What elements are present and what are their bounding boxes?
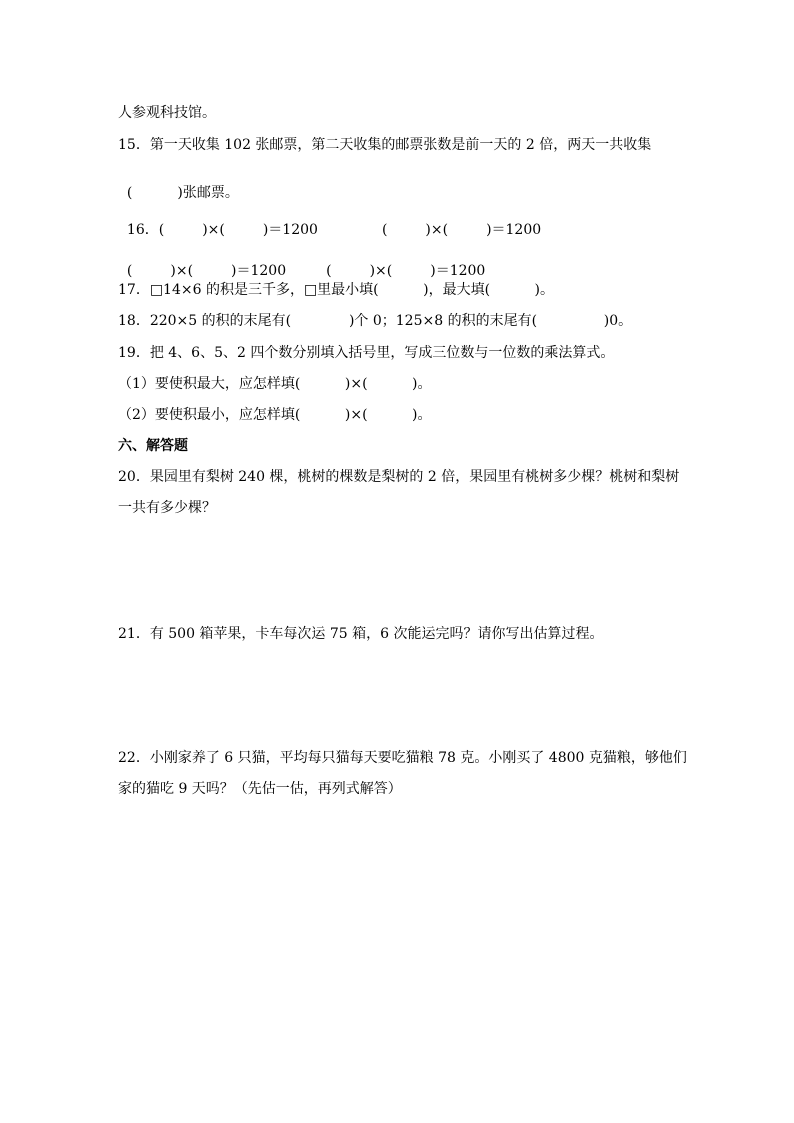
answer-blank-close: )张邮票。 <box>177 185 239 201</box>
question-19-part-1: （1）要使积最大，应怎样填( )×( )。 <box>118 376 432 392</box>
q16-multiply-2: )×( <box>425 222 449 238</box>
question-21-text: 21．有 500 箱苹果，卡车每次运 75 箱，6 次能运完吗？请你写出估算过程。 <box>118 626 604 642</box>
q16-result-1: )＝1200 <box>262 222 318 238</box>
question-15-text: 15．第一天收集 102 张邮票，第二天收集的邮票张数是前一天的 2 倍，两天一共收集 <box>118 137 652 153</box>
question-22-text-cont: 家的猫吃 9 天吗？（先估一估，再列式解答） <box>118 781 402 797</box>
question-19-part-2: （2）要使积最小，应怎样填( )×( )。 <box>118 407 432 423</box>
q16-multiply-1: )×( <box>202 222 225 238</box>
q16-blank-1-open: 16．( <box>126 222 165 238</box>
answer-blank-open: ( <box>126 185 133 201</box>
question-16-row-1 <box>118 203 541 239</box>
q16-blank-2-open: ( <box>381 222 388 238</box>
question-19-text: 19．把 4、6、5、2 四个数分别填入括号里，写成三位数与一位数的乘法算式。 <box>118 345 615 361</box>
q16-result-3: )＝1200 <box>231 263 287 279</box>
question-16-row-2 <box>118 244 485 280</box>
question-20-text: 20．果园里有梨树 240 棵，桃树的棵数是梨树的 2 倍，果园里有桃树多少棵？桃树和梨树 <box>118 469 680 485</box>
q16-blank-4-open: ( <box>326 263 332 279</box>
question-15-answer-line <box>118 166 239 202</box>
q16-result-4: )＝1200 <box>430 263 486 279</box>
section-heading: 六、解答题 <box>118 438 188 454</box>
question-18-text: 18．220×5 的积的末尾有( )个 0；125×8 的积的末尾有( )0。 <box>118 313 633 329</box>
q16-multiply-3: )×( <box>170 263 194 279</box>
question-20-text-cont: 一共有多少棵？ <box>118 500 216 516</box>
q16-multiply-4: )×( <box>369 263 393 279</box>
question-22-text: 22．小刚家养了 6 只猫，平均每只猫每天要吃猫粮 78 克。小刚买了 4800 克猫粮，够他们 <box>118 750 687 766</box>
continued-text-line: 人参观科技馆。 <box>118 105 216 121</box>
question-17-text: 17．□14×6 的积是三千多，□里最小填( )，最大填( )。 <box>118 282 555 298</box>
q16-blank-3-open: ( <box>126 263 133 279</box>
q16-result-2: )＝1200 <box>486 222 542 238</box>
